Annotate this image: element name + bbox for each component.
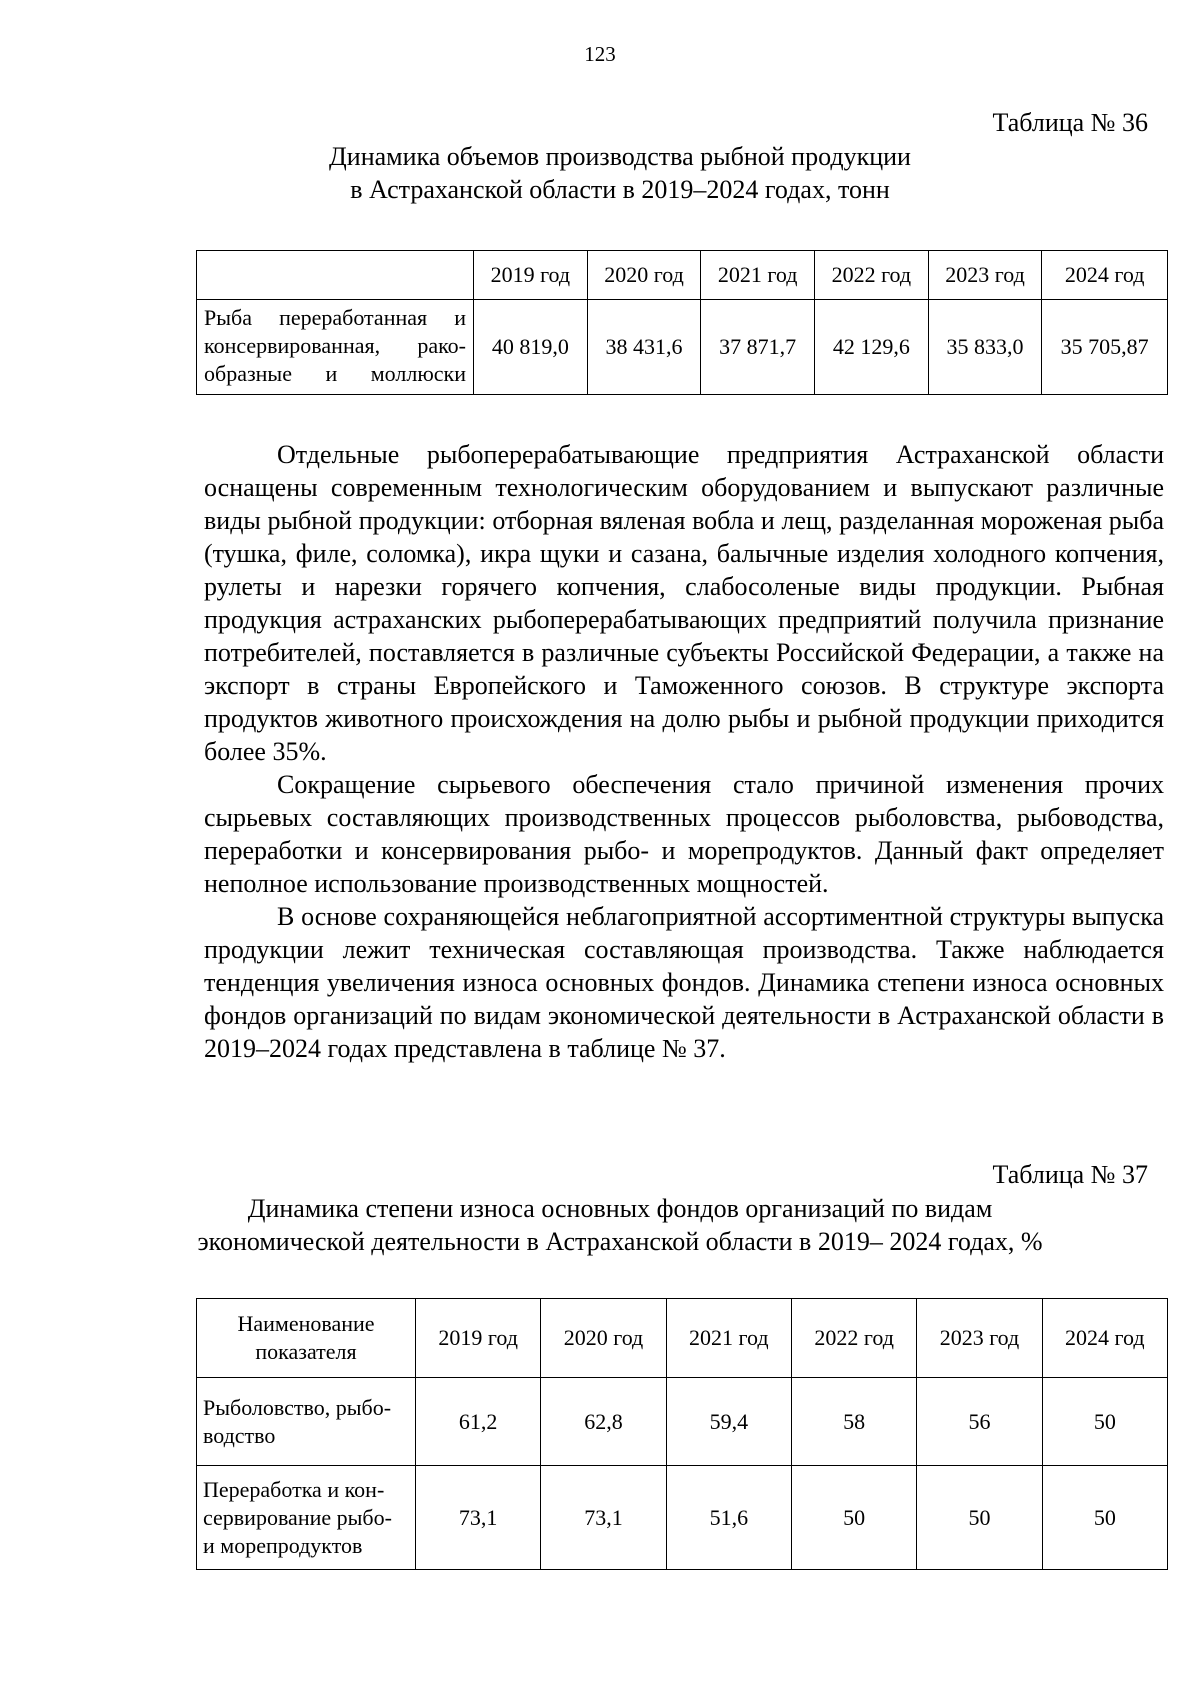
table-row	[197, 300, 1168, 395]
table36-cell: 37 871,7	[701, 300, 815, 395]
table37-cell: 61,2	[416, 1378, 541, 1466]
table37-row-label: Рыболовство, рыбоводство	[197, 1378, 416, 1466]
table37-cell: 50	[1042, 1466, 1167, 1570]
table36-cell: 40 819,0	[474, 300, 588, 395]
paragraph: Отдельные рыбоперерабатывающие предприятия Астраханской области оснащены современным технологическим оборудованием и выпускают различные виды рыбной продукции: отборная вяленая вобла и лещ, разделанная мороженая рыба (тушка, филе, соломка), икра щуки и сазана, балычные изделия холодного копчения, рулеты и нарезки горячего копчения, слабосоленые виды продукции. Рыбная продукция астраханских рыбоперерабатывающих предприятий получила признание потребителей, поставляется в различные субъекты Российской Федерации, а также на экспорт в страны Европейского и Таможенного союзов. В структуре экспорта продуктов животного происхождения на долю рыбы и рыбной продукции приходится более 35%.	[204, 440, 1164, 766]
table37-cell: 73,1	[416, 1466, 541, 1570]
table37	[196, 1298, 1168, 1570]
table37-header-cell: Наименование показателя	[197, 1299, 416, 1378]
table-row	[197, 1466, 1168, 1570]
table37-header-cell: 2021 год	[666, 1299, 791, 1378]
table36-cell: 35 833,0	[928, 300, 1042, 395]
table37-cell: 50	[791, 1466, 916, 1570]
table36	[196, 250, 1168, 395]
table36-cell: 42 129,6	[815, 300, 929, 395]
table37-header-cell: 2024 год	[1042, 1299, 1167, 1378]
table37-caption: Таблица № 37	[992, 1160, 1148, 1189]
table37-header-cell: 2023 год	[917, 1299, 1042, 1378]
page-number: 123	[584, 42, 616, 66]
body-text	[204, 438, 1164, 1065]
table37-title-line2: экономической деятельности в Астраханской области в 2019– 2024 годах, %	[197, 1227, 1043, 1256]
table37-header-row	[197, 1299, 1168, 1378]
table36-title	[0, 140, 1200, 206]
table36-header-cell: 2020 год	[587, 251, 701, 300]
table37-cell: 58	[791, 1378, 916, 1466]
table37-header-cell: 2020 год	[541, 1299, 666, 1378]
table36-caption: Таблица № 36	[992, 108, 1148, 137]
table37-cell: 73,1	[541, 1466, 666, 1570]
table36-row-label: Рыба переработанная и консервированная, ракообразные и моллюски	[197, 300, 474, 395]
table37-cell: 50	[1042, 1378, 1167, 1466]
table37-cell: 51,6	[666, 1466, 791, 1570]
table37-header-cell: 2019 год	[416, 1299, 541, 1378]
table36-header-cell: 2023 год	[928, 251, 1042, 300]
table36-cell: 35 705,87	[1042, 300, 1168, 395]
table37-cell: 56	[917, 1378, 1042, 1466]
table37-cell: 62,8	[541, 1378, 666, 1466]
paragraph: Сокращение сырьевого обеспечения стало причиной изменения прочих сырьевых составляющих производственных процессов рыболовства, рыбоводства, переработки и консервирования рыбо- и морепродуктов. Данный факт определяет неполное использование производственных мощностей.	[204, 770, 1164, 898]
table37-cell: 59,4	[666, 1378, 791, 1466]
paragraph: В основе сохраняющейся неблагоприятной ассортиментной структуры выпуска продукции лежит техническая составляющая производства. Также наблюдается тенденция увеличения износа основных фондов. Динамика степени износа основных фондов организаций по видам экономической деятельности в Астраханской области в 2019–2024 годах представлена в таблице № 37.	[204, 902, 1164, 1063]
table36-header-cell: 2019 год	[474, 251, 588, 300]
table36-header-cell	[197, 251, 474, 300]
table36-header-cell: 2024 год	[1042, 251, 1168, 300]
table37-title	[0, 1192, 1200, 1258]
table37-title-line1: Динамика степени износа основных фондов организаций по видам	[247, 1194, 993, 1223]
table36-cell: 38 431,6	[587, 300, 701, 395]
table37-header-cell: 2022 год	[791, 1299, 916, 1378]
table36-header-cell: 2022 год	[815, 251, 929, 300]
table36-header-cell: 2021 год	[701, 251, 815, 300]
table-row	[197, 1378, 1168, 1466]
table36-title-line1: Динамика объемов производства рыбной продукции	[329, 142, 911, 171]
table37-cell: 50	[917, 1466, 1042, 1570]
table36-header-row	[197, 251, 1168, 300]
table37-row-label: Переработка и консервирование рыбо- и морепродуктов	[197, 1466, 416, 1570]
table36-title-line2: в Астраханской области в 2019–2024 годах, тонн	[350, 175, 890, 204]
